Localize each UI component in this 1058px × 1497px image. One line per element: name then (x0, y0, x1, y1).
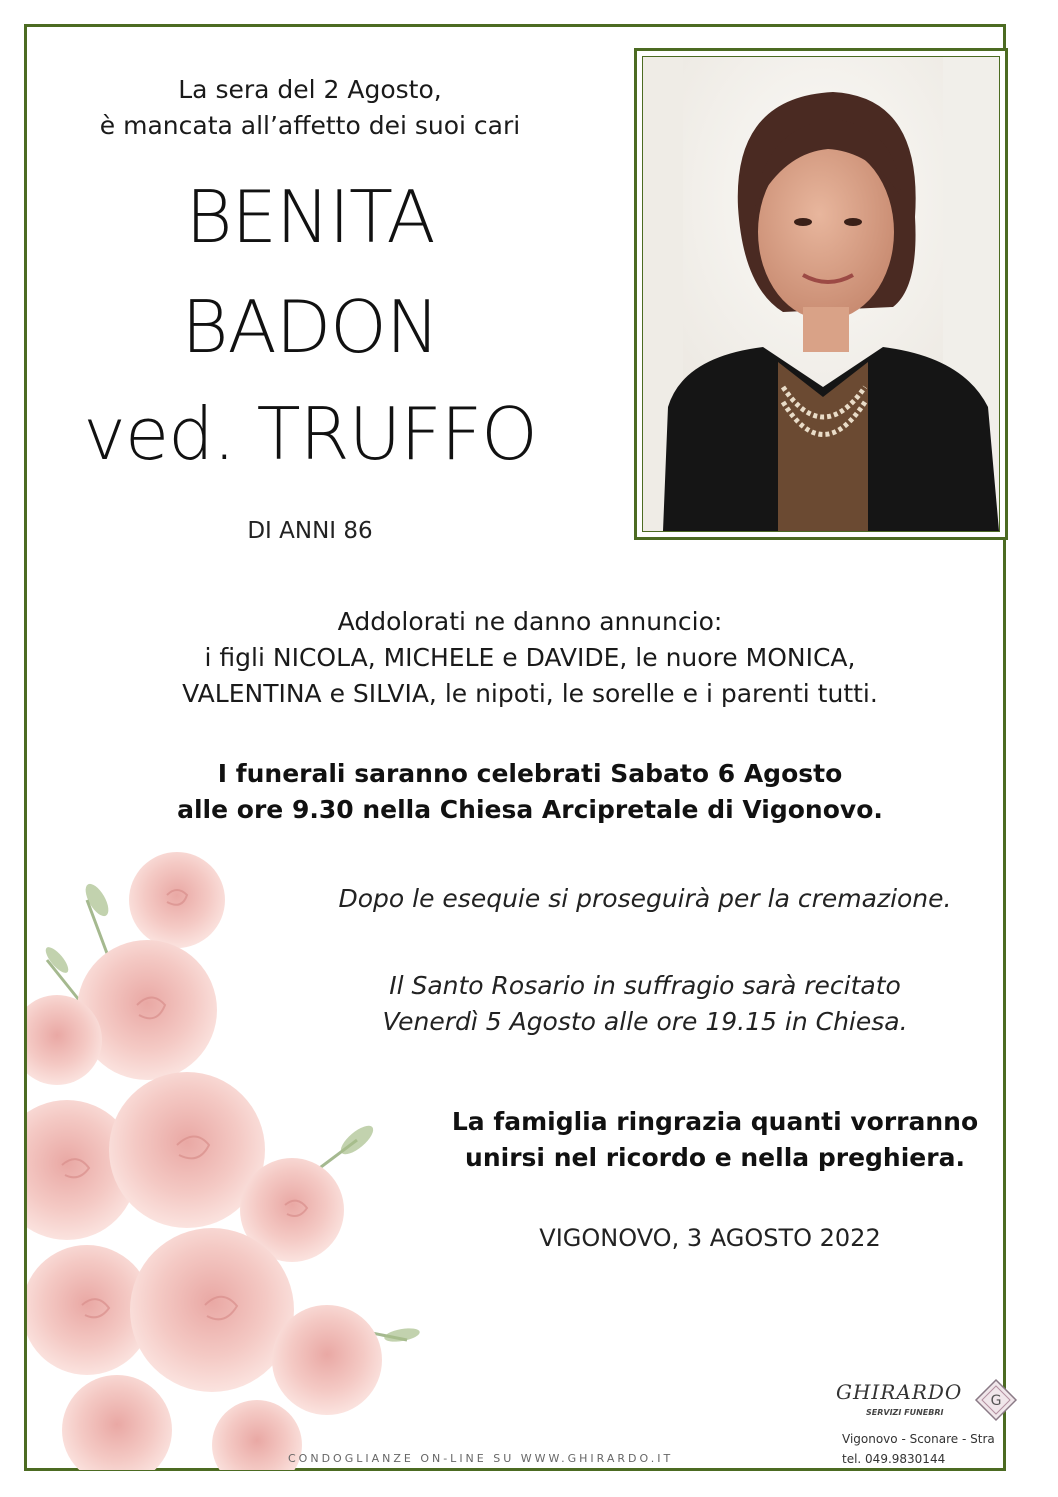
roses-decoration (27, 840, 427, 1470)
intro-text (60, 72, 560, 144)
funeral-line-1: I funerali saranno celebrati Sabato 6 Agosto (217, 759, 843, 788)
announcement-line-2: i figli NICOLA, MICHELE e DAVIDE, le nuore MONICA, (204, 643, 856, 672)
rosary-line-2: Venerdì 5 Agosto alle ore 19.15 in Chiesa. (382, 1007, 908, 1036)
announcement-line-3: VALENTINA e SILVIA, le nipoti, le sorelle e i parenti tutti. (182, 679, 878, 708)
company-address: Vigonovo - Sconare - Stra (842, 1432, 995, 1446)
cremation-note: Dopo le esequie si proseguirà per la cremazione. (338, 884, 952, 913)
deceased-first-name: BENITA (185, 175, 435, 259)
logo-letter: G (990, 1393, 1002, 1409)
portrait-frame (634, 48, 1008, 540)
deceased-age: DI ANNI 86 (247, 518, 373, 544)
deceased-last-name: BADON (181, 285, 439, 369)
company-logo (836, 1380, 1036, 1420)
condolences-footer: CONDOGLIANZE ON-LINE SU WWW.GHIRARDO.IT (288, 1452, 674, 1465)
rosary-line-1: Il Santo Rosario in suffragio sarà recitato (389, 971, 901, 1000)
company-name: GHIRARDO (836, 1380, 963, 1404)
family-thanks (420, 1104, 1010, 1176)
thanks-line-2: unirsi nel ricordo e nella preghiera. (465, 1143, 965, 1172)
portrait-illustration (643, 57, 999, 531)
company-phone: tel. 049.9830144 (842, 1452, 946, 1466)
intro-line-1: La sera del 2 Agosto, (178, 75, 442, 104)
thanks-line-1: La famiglia ringrazia quanti vorranno (451, 1107, 979, 1136)
dateline: VIGONOVO, 3 AGOSTO 2022 (539, 1224, 881, 1252)
announcement (170, 604, 890, 712)
intro-line-2: è mancata all’affetto dei suoi cari (99, 111, 521, 140)
funeral-details (150, 756, 910, 828)
portrait-photo (642, 56, 1000, 532)
announcement-line-1: Addolorati ne danno annuncio: (337, 607, 723, 636)
deceased-widow-of: ved. TRUFFO (83, 392, 537, 476)
company-subtitle: SERVIZI FUNEBRI (866, 1408, 944, 1417)
diamond-logo-icon (974, 1378, 1018, 1422)
funeral-line-2: alle ore 9.30 nella Chiesa Arcipretale di Vigonovo. (177, 795, 883, 824)
